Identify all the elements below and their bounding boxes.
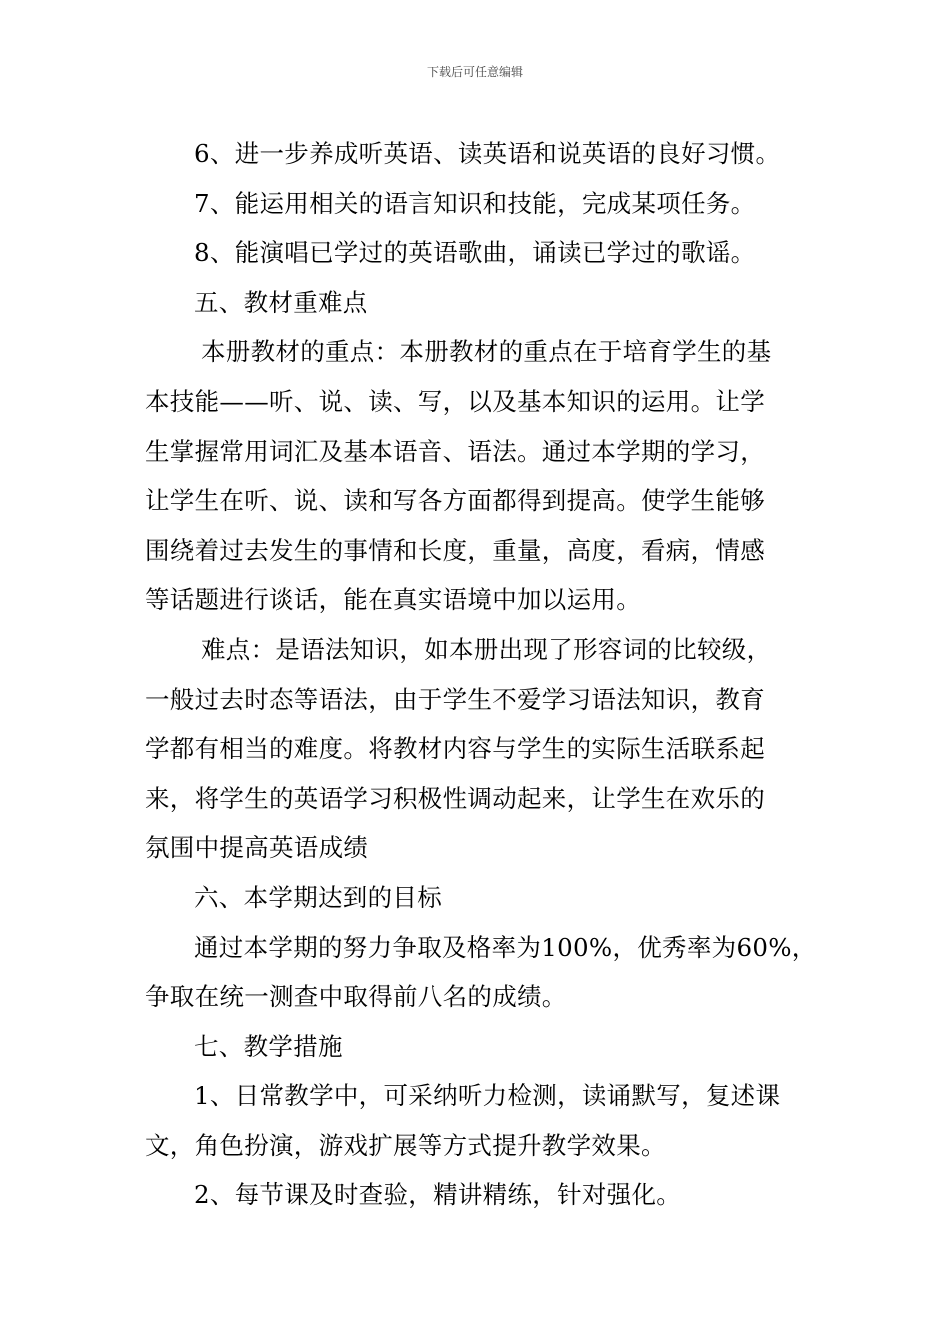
section-heading-7: 七、教学措施	[194, 1031, 343, 1061]
measure-1-line: 文，角色扮演，游戏扩展等方式提升教学效果。	[145, 1130, 666, 1160]
section-heading-6: 六、本学期达到的目标	[194, 882, 442, 912]
paragraph-difficulties-line: 来，将学生的英语学习积极性调动起来，让学生在欢乐的	[145, 783, 765, 813]
document-body	[145, 129, 817, 1220]
paragraph-key-points-line: 本技能——听、说、读、写，以及基本知识的运用。让学	[145, 386, 765, 416]
section-heading-5: 五、教材重难点	[194, 287, 368, 317]
paragraph-key-points-line: 生掌握常用词汇及基本语音、语法。通过本学期的学习，	[145, 436, 765, 466]
paragraph-difficulties-line: 难点：是语法知识，如本册出现了形容词的比较级，	[201, 634, 772, 664]
text-line-goal-8: 8、能演唱已学过的英语歌曲，诵读已学过的歌谣。	[194, 238, 756, 268]
paragraph-difficulties-line: 一般过去时态等语法，由于学生不爱学习语法知识，教育	[145, 684, 765, 714]
text-line-goal-6: 6、进一步养成听英语、读英语和说英语的良好习惯。	[194, 139, 781, 168]
text-line-goal-7: 7、能运用相关的语言知识和技能，完成某项任务。	[194, 188, 756, 218]
measure-2-line: 2、每节课及时查验，精讲精练，针对强化。	[194, 1180, 682, 1210]
paragraph-difficulties-line: 氛围中提高英语成绩	[145, 833, 369, 863]
paragraph-key-points-line: 等话题进行谈话，能在真实语境中加以运用。	[145, 585, 641, 615]
paragraph-key-points-line: 围绕着过去发生的事情和长度，重量，高度，看病，情感	[145, 535, 765, 565]
paragraph-difficulties-line: 学都有相当的难度。将教材内容与学生的实际生活联系起	[145, 734, 765, 764]
page-header: 下载后可任意编辑	[426, 65, 523, 79]
paragraph-key-points-line: 让学生在听、说、读和写各方面都得到提高。使学生能够	[145, 486, 765, 516]
paragraph-targets-line: 争取在统一测查中取得前八名的成绩。	[145, 982, 567, 1012]
measure-1-line: 1、日常教学中，可采纳听力检测，读诵默写，复述课	[194, 1081, 781, 1111]
paragraph-key-points-line: 本册教材的重点：本册教材的重点在于培育学生的基	[201, 337, 772, 367]
paragraph-targets-line: 通过本学期的努力争取及格率为100%，优秀率为60%，	[194, 932, 817, 962]
